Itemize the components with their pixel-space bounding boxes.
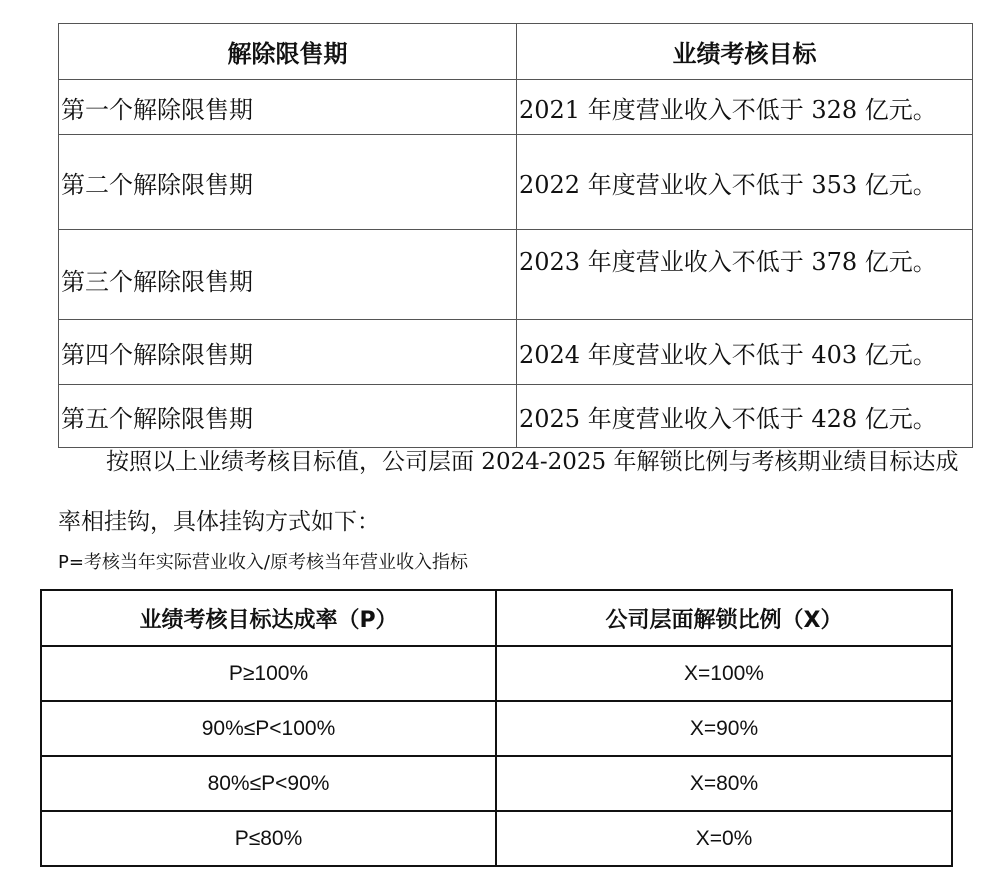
achievement-rate-cell: 90%≤P<100%	[41, 701, 496, 756]
column-header-achievement-rate: 业绩考核目标达成率（P）	[41, 590, 496, 646]
table-header-row	[59, 24, 973, 80]
column-header-unlock-ratio: 公司层面解锁比例（X）	[496, 590, 952, 646]
unlock-period-cell: 第四个解除限售期	[59, 320, 517, 385]
table-header-row	[41, 590, 952, 646]
table-row	[41, 701, 952, 756]
column-header-performance-target: 业绩考核目标	[517, 24, 973, 80]
unlock-ratio-cell: X=80%	[496, 756, 952, 811]
column-header-unlock-period: 解除限售期	[59, 24, 517, 80]
formula-text: P=考核当年实际营业收入/原考核当年营业收入指标	[58, 552, 468, 573]
table-row	[59, 230, 973, 320]
unlock-ratio-cell: X=90%	[496, 701, 952, 756]
table-row	[59, 135, 973, 230]
unlock-period-cell: 第五个解除限售期	[59, 385, 517, 448]
table-row	[41, 756, 952, 811]
unlock-ratio-table	[40, 589, 953, 867]
performance-target-cell: 2024 年度营业收入不低于 403 亿元。	[517, 320, 973, 385]
table-row	[41, 811, 952, 866]
unlock-period-cell: 第二个解除限售期	[59, 135, 517, 230]
unlock-period-table	[58, 23, 973, 448]
unlock-ratio-cell: X=0%	[496, 811, 952, 866]
unlock-period-cell: 第一个解除限售期	[59, 80, 517, 135]
unlock-ratio-cell: X=100%	[496, 646, 952, 701]
body-paragraph: 按照以上业绩考核目标值，公司层面 2024-2025 年解锁比例与考核期业绩目标达成率相挂钩，具体挂钩方式如下：	[58, 449, 959, 535]
table-row	[41, 646, 952, 701]
table-row	[59, 320, 973, 385]
unlock-period-cell: 第三个解除限售期	[59, 230, 517, 320]
performance-target-cell: 2022 年度营业收入不低于 353 亿元。	[517, 135, 973, 230]
performance-target-cell: 2021 年度营业收入不低于 328 亿元。	[517, 80, 973, 135]
achievement-rate-cell: 80%≤P<90%	[41, 756, 496, 811]
performance-target-cell: 2023 年度营业收入不低于 378 亿元。	[517, 230, 973, 320]
achievement-rate-cell: P≤80%	[41, 811, 496, 866]
achievement-rate-cell: P≥100%	[41, 646, 496, 701]
table-row	[59, 80, 973, 135]
performance-target-cell: 2025 年度营业收入不低于 428 亿元。	[517, 385, 973, 448]
